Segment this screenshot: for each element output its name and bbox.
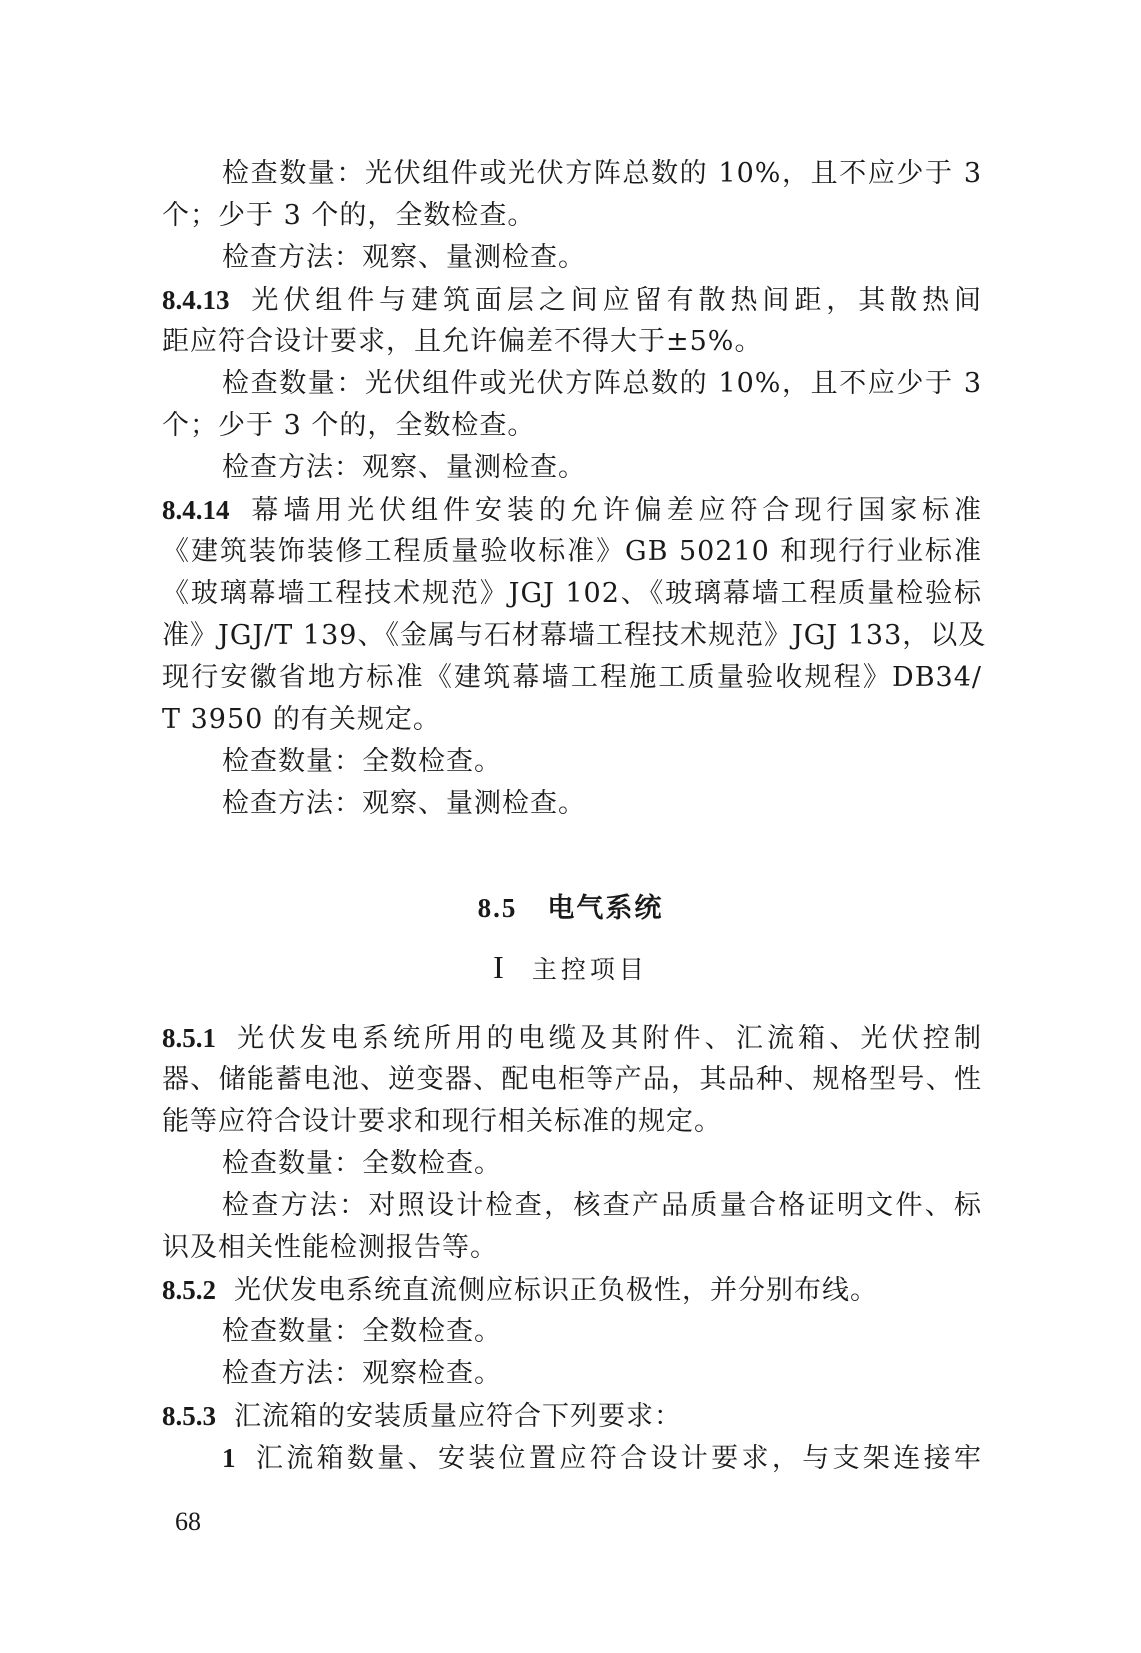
- paragraph-line: T 3950 的有关规定。: [162, 704, 441, 735]
- paragraph-line: 检查数量：光伏组件或光伏方阵总数的 10%，且不应少于 3: [222, 368, 982, 399]
- subsection-heading: [0, 945, 1141, 992]
- clause-8-5-3: [162, 1394, 982, 1438]
- clause-number: 8.5.2: [162, 1275, 216, 1305]
- paragraph-line: 检查方法：观察、量测检查。: [222, 452, 586, 483]
- clause-number: 8.4.14: [162, 495, 230, 525]
- subsection-title: 主控项目: [531, 955, 648, 984]
- section-title: 电气系统: [547, 893, 664, 924]
- paragraph-line: 现行安徽省地方标准《建筑幕墙工程施工质量验收规程》DB34/: [162, 662, 982, 693]
- paragraph-line: 距应符合设计要求，且允许偏差不得大于±5%。: [162, 326, 763, 357]
- paragraph-line: 个；少于 3 个的，全数检查。: [162, 200, 536, 231]
- paragraph-line: 检查数量：全数检查。: [222, 1316, 502, 1347]
- clause-text: 光伏组件与建筑面层之间应留有散热间距，其散热间: [247, 285, 982, 316]
- item-number: 1: [222, 1443, 236, 1473]
- subsection-numeral: I: [493, 949, 504, 985]
- clause-text: 光伏发电系统所用的电缆及其附件、汇流箱、光伏控制: [234, 1023, 982, 1054]
- clause-number: 8.5.3: [162, 1401, 216, 1431]
- clause-text: 汇流箱的安装质量应符合下列要求：: [234, 1401, 682, 1432]
- paragraph-line: 个；少于 3 个的，全数检查。: [162, 410, 536, 441]
- clause-number: 8.5.1: [162, 1023, 216, 1053]
- page-number: 68: [175, 1507, 201, 1536]
- clause-number: 8.4.13: [162, 285, 230, 315]
- paragraph-line: 检查数量：光伏组件或光伏方阵总数的 10%，且不应少于 3: [222, 158, 982, 189]
- paragraph-line: 检查方法：观察检查。: [222, 1358, 502, 1389]
- section-heading: [0, 886, 1141, 931]
- clause-8-5-1: [162, 1016, 982, 1060]
- paragraph-line: 检查方法：观察、量测检查。: [222, 788, 586, 819]
- paragraph-line: 《玻璃幕墙工程技术规范》JGJ 102、《玻璃幕墙工程质量检验标: [162, 578, 982, 609]
- clause-text: 光伏发电系统直流侧应标识正负极性，并分别布线。: [234, 1275, 878, 1306]
- paragraph-line: 准》JGJ/T 139、《金属与石材幕墙工程技术规范》JGJ 133，以及: [162, 620, 987, 651]
- paragraph-line: 检查数量：全数检查。: [222, 1148, 502, 1179]
- clause-8-5-2: [162, 1268, 982, 1312]
- clause-8-4-13: [162, 278, 982, 322]
- clause-8-4-14: [162, 488, 982, 532]
- item-text: 汇流箱数量、安装位置应符合设计要求，与支架连接牢: [253, 1443, 982, 1474]
- list-item: [222, 1436, 982, 1480]
- paragraph-line: 检查方法：观察、量测检查。: [222, 242, 586, 273]
- section-number: 8.5: [477, 893, 518, 923]
- paragraph-line: 能等应符合设计要求和现行相关标准的规定。: [162, 1106, 722, 1137]
- clause-text: 幕墙用光伏组件安装的允许偏差应符合现行国家标准: [247, 495, 982, 526]
- paragraph-line: 识及相关性能检测报告等。: [162, 1232, 498, 1263]
- paragraph-line: 检查方法：对照设计检查，核查产品质量合格证明文件、标: [222, 1190, 982, 1221]
- paragraph-line: 器、储能蓄电池、逆变器、配电柜等产品，其品种、规格型号、性: [162, 1064, 982, 1095]
- paragraph-line: 《建筑装饰装修工程质量验收标准》GB 50210 和现行行业标准: [162, 536, 982, 567]
- paragraph-line: 检查数量：全数检查。: [222, 746, 502, 777]
